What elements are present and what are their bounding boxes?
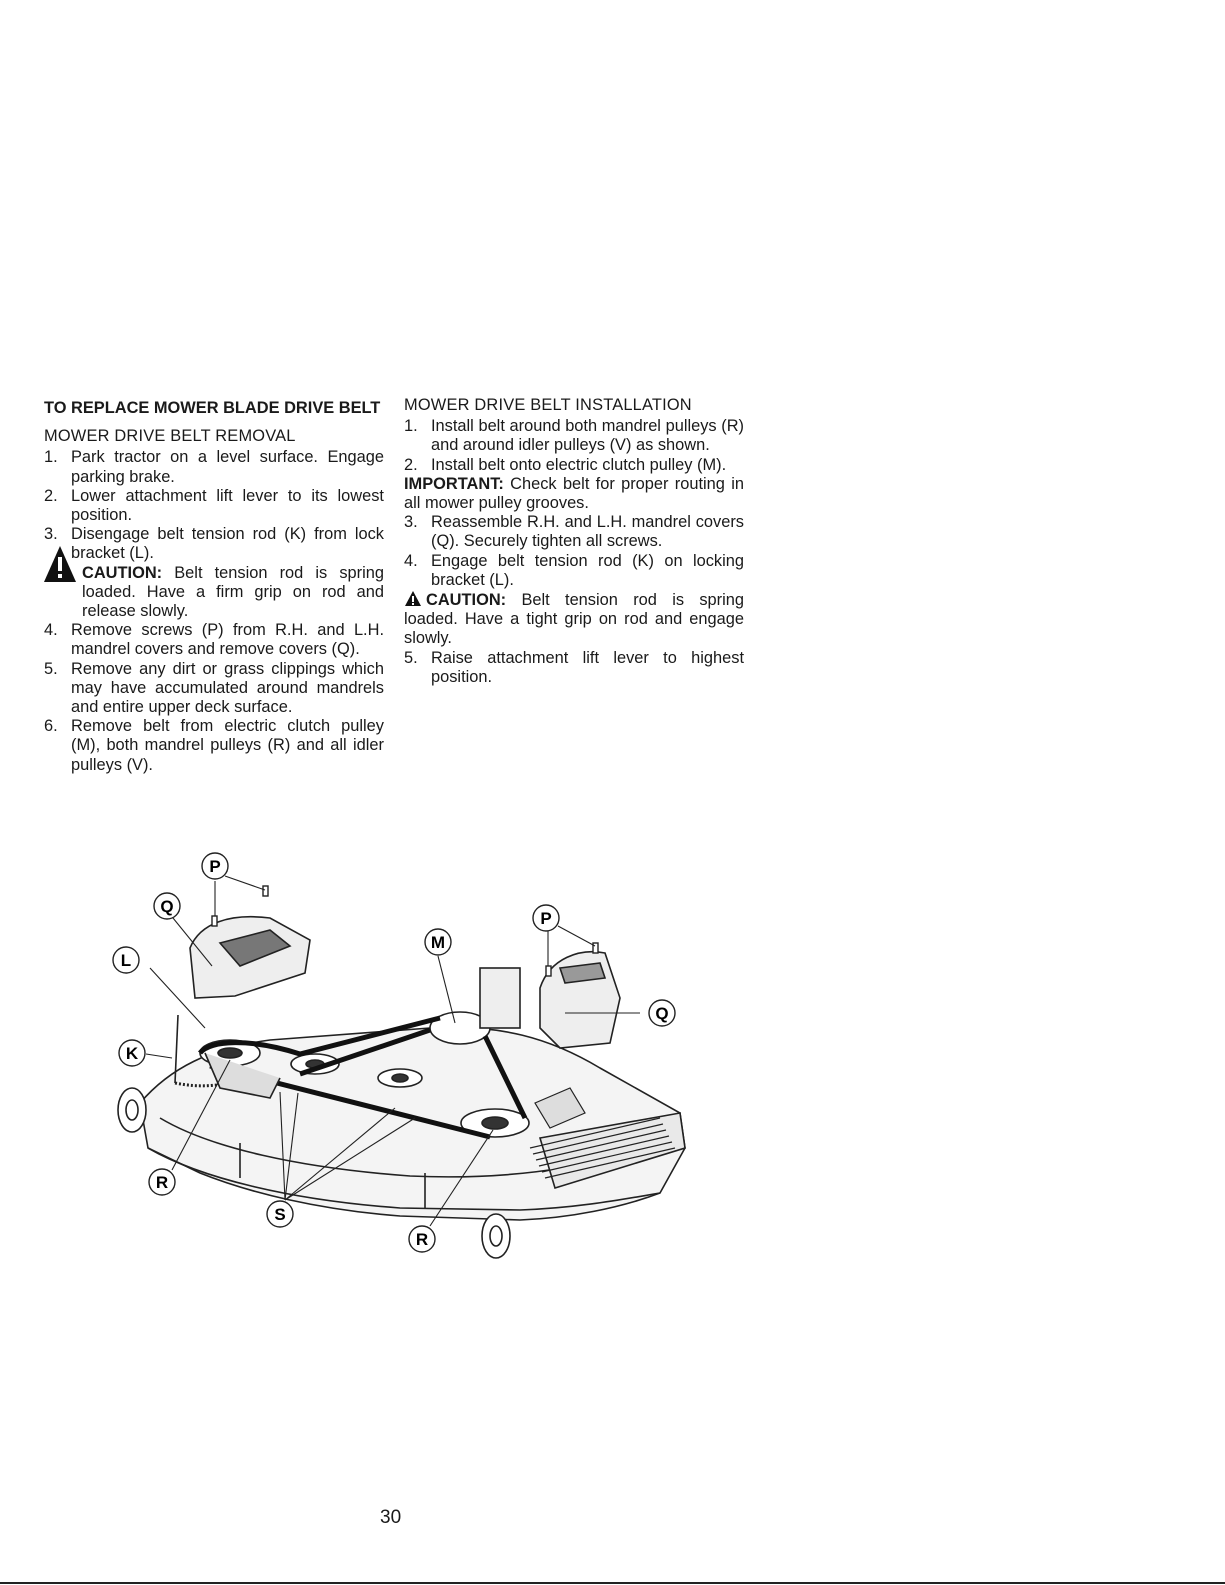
bottom-rule — [0, 1582, 1225, 1584]
callout-r-left — [149, 1169, 175, 1195]
step-item: 1. Park tractor on a level surface. Engage parking brake. — [44, 448, 384, 486]
installation-steps-b — [404, 513, 744, 590]
svg-text:P: P — [209, 857, 221, 876]
step-item: 5. Raise attachment lift lever to highest position. — [404, 648, 744, 686]
caution-note — [44, 564, 384, 622]
caution-label: CAUTION: — [82, 563, 163, 582]
important-label: IMPORTANT: — [404, 474, 504, 493]
important-note — [404, 475, 744, 513]
step-item: 1. Install belt around both mandrel pulleys (R) and around idler pulleys (V) as shown. — [404, 417, 744, 455]
section-heading: TO REPLACE MOWER BLADE DRIVE BELT — [44, 399, 381, 417]
step-item: 5. Remove any dirt or grass clippings which may have accumulated around mandrels and entire upper deck surface. — [44, 659, 384, 717]
mandrel-cover-right — [540, 952, 620, 1048]
caution-text: Belt tension rod is spring loaded. Have a firm grip on rod and release slowly. — [82, 563, 384, 621]
warning-triangle-icon — [404, 590, 422, 607]
svg-text:S: S — [274, 1205, 286, 1224]
warning-triangle-icon — [42, 544, 78, 584]
step-item: 2. Install belt onto electric clutch pulley (M). — [404, 455, 727, 474]
removal-subheading: MOWER DRIVE BELT REMOVAL — [44, 427, 296, 446]
caution-note — [404, 590, 744, 649]
mandrel-cover-left — [190, 917, 310, 998]
mower-deck-belt-diagram — [100, 848, 700, 1278]
left-column — [44, 396, 384, 775]
important-text: Check belt for proper routing in all mower pulley grooves. — [404, 474, 744, 513]
svg-text:Q: Q — [655, 1004, 669, 1023]
svg-text:Q: Q — [160, 897, 174, 916]
step-item: 3. Disengage belt tension rod (K) from lock bracket (L). — [44, 525, 384, 563]
caution-text: Belt tension rod is spring loaded. Have a tight grip on rod and engage slowly. — [404, 591, 744, 648]
callout-p-right — [533, 905, 559, 931]
page-number: 30 — [380, 1507, 402, 1528]
svg-text:M: M — [430, 933, 446, 952]
callout-k — [119, 1040, 145, 1066]
removal-steps-b — [44, 621, 384, 775]
callout-q-right — [649, 1000, 675, 1026]
step-item: 2. Lower attachment lift lever to its lowest position. — [44, 486, 384, 525]
right-column — [404, 396, 744, 687]
svg-text:R: R — [415, 1230, 429, 1249]
removal-steps-a — [44, 448, 384, 563]
callout-p-left — [202, 853, 228, 879]
svg-text:R: R — [155, 1173, 169, 1192]
svg-text:K: K — [125, 1044, 139, 1063]
step-item: 4. Remove screws (P) from R.H. and L.H. mandrel covers and remove covers (Q). — [44, 621, 384, 659]
callout-l — [113, 947, 139, 973]
step-item: 6. Remove belt from electric clutch pulley (M), both mandrel pulleys (R) and all idler pulleys (V). — [44, 717, 384, 774]
callout-s — [267, 1201, 293, 1227]
step-item: 4. Engage belt tension rod (K) on locking bracket (L). — [404, 551, 744, 589]
installation-steps-c — [404, 649, 744, 687]
callout-m — [425, 929, 451, 955]
svg-text:P: P — [540, 909, 552, 928]
callout-r-right — [409, 1226, 435, 1252]
callout-q-left — [154, 893, 180, 919]
installation-steps-a — [404, 417, 744, 475]
installation-subheading: MOWER DRIVE BELT INSTALLATION — [404, 396, 692, 414]
caution-label: CAUTION: — [426, 591, 507, 610]
svg-text:L: L — [120, 951, 132, 970]
step-item: 3. Reassemble R.H. and L.H. mandrel covers (Q). Securely tighten all screws. — [404, 513, 744, 551]
